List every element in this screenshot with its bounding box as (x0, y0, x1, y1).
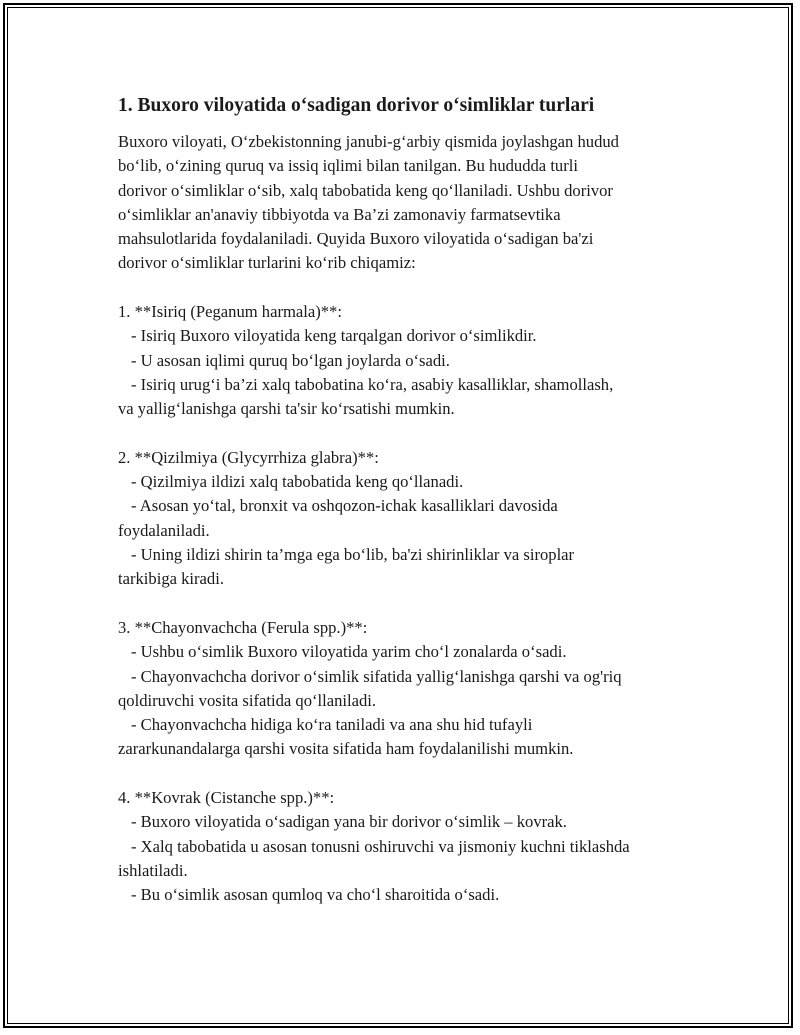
plant-item-chayonvachcha (118, 616, 698, 762)
intro-line: Buxoro viloyati, O‘zbekistonning janubi-g‘arbiy qismida joylashgan hudud (118, 132, 619, 151)
plant-item-isiriq (118, 300, 698, 421)
plant-bullet-continuation: zararkunandalarga qarshi vosita sifatida ham foydalanilishi mumkin. (118, 739, 574, 759)
spacer (118, 592, 698, 616)
intro-paragraph (118, 130, 698, 276)
intro-line: mahsulotlarida foydalaniladi. Quyida Buxoro viloyatida o‘sadigan ba'zi (118, 229, 594, 249)
plant-bullet: - Uning ildizi shirin ta’mga ega bo‘lib, ba'zi shirinliklar va siroplar (131, 545, 575, 565)
plant-bullet-continuation: tarkibiga kiradi. (118, 569, 224, 589)
intro-line: o‘simliklar an'anaviy tibbiyotda va Ba’zi zamonaviy farmatsevtika (118, 204, 561, 224)
plant-bullet: - Bu o‘simlik asosan qumloq va cho‘l sharoitida o‘sadi. (131, 885, 500, 905)
plant-item-kovrak (118, 786, 698, 907)
plant-heading: 2. **Qizilmiya (Glycyrrhiza glabra)**: (118, 447, 379, 467)
plant-item-qizilmiya (118, 446, 698, 592)
plant-bullet: - Xalq tabobatida u asosan tonusni oshiruvchi va jismoniy kuchni tiklashda (131, 836, 630, 856)
plant-bullet-continuation: ishlatiladi. (118, 860, 188, 880)
intro-line: dorivor o‘simliklar o‘sib, xalq tabobatida keng qo‘llaniladi. Ushbu dorivor (118, 180, 613, 200)
plant-bullet-continuation: va yallig‘lanishga qarshi ta'sir ko‘rsatishi mumkin. (118, 399, 455, 419)
plant-bullet: - Chayonvachcha dorivor o‘simlik sifatida yallig‘lanishga qarshi va og'riq (131, 666, 622, 686)
document-body (118, 94, 698, 908)
plant-bullet: - Buxoro viloyatida o‘sadigan yana bir dorivor o‘simlik – kovrak. (131, 812, 567, 832)
plant-bullet-continuation: foydalaniladi. (118, 520, 210, 540)
plant-heading: 4. **Kovrak (Cistanche spp.)**: (118, 788, 335, 808)
plant-heading: 3. **Chayonvachcha (Ferula spp.)**: (118, 617, 368, 637)
plant-heading: 1. **Isiriq (Peganum harmala)**: (118, 302, 342, 322)
plant-bullet: - Chayonvachcha hidiga ko‘ra taniladi va ana shu hid tufayli (131, 715, 533, 735)
plant-bullet: - U asosan iqlimi quruq bo‘lgan joylarda o‘sadi. (131, 350, 450, 370)
plant-bullet: - Ushbu o‘simlik Buxoro viloyatida yarim cho‘l zonalarda o‘sadi. (131, 642, 567, 662)
plant-bullet: - Isiriq Buxoro viloyatida keng tarqalgan dorivor o‘simlikdir. (131, 326, 537, 346)
plant-bullet-continuation: qoldiruvchi vosita sifatida qo‘llaniladi. (118, 690, 377, 710)
spacer (118, 762, 698, 786)
spacer (118, 276, 698, 300)
plant-bullet: - Asosan yo‘tal, bronxit va oshqozon-ichak kasalliklari davosida (131, 496, 558, 516)
spacer (118, 422, 698, 446)
document-title: 1. Buxoro viloyatida o‘sadigan dorivor o‘simliklar turlari (118, 95, 595, 116)
intro-line: dorivor o‘simliklar turlarini ko‘rib chiqamiz: (118, 253, 416, 273)
plant-bullet: - Isiriq urug‘i ba’zi xalq tabobatina ko‘ra, asabiy kasalliklar, shamollash, (131, 374, 614, 394)
plant-bullet: - Qizilmiya ildizi xalq tabobatida keng qo‘llanadi. (131, 472, 464, 492)
intro-line: bo‘lib, o‘zining quruq va issiq iqlimi bilan tanilgan. Bu hududda turli (118, 156, 578, 176)
